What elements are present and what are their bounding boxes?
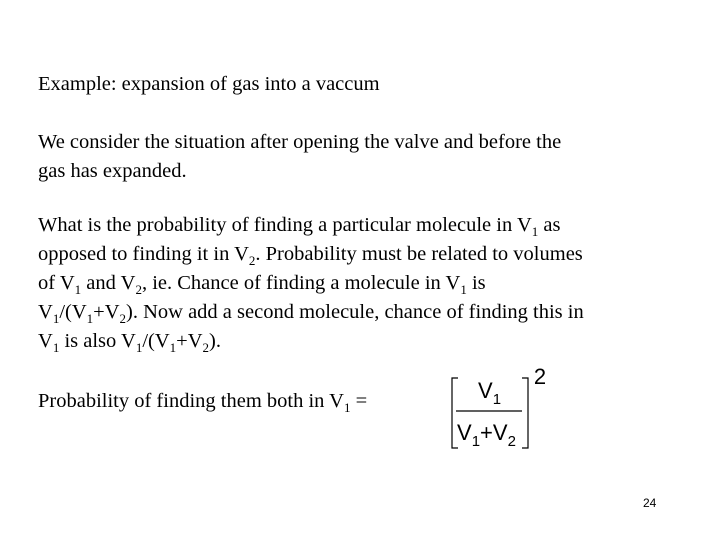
- text-line: We consider the situation after opening the valve and before the: [38, 131, 562, 153]
- text-line: What is the probability of finding a particular molecule in $V_1$ as: [38, 214, 561, 239]
- slide-title: Example: expansion of gas into a vaccum: [38, 73, 380, 95]
- probability-formula: [448, 366, 548, 456]
- probability-statement: Probability of finding them both in $V_1$ =: [38, 390, 368, 415]
- text-line: opposed to finding it in $V_2$. Probability must be related to volumes: [38, 243, 583, 268]
- numerator: $V_1$: [478, 378, 502, 408]
- denominator: $V_1+V_2$: [457, 420, 516, 450]
- right-paren: [522, 378, 528, 448]
- page-number: 24: [643, 496, 657, 510]
- paragraph-probability: [38, 211, 584, 356]
- exponent: 2: [533, 366, 547, 389]
- text-line: $V_1$ is also $V_1/(V_1+V_2)$.: [38, 330, 221, 355]
- text-line: $V_1/(V_1+V_2)$. Now add a second molecule, chance of finding this in: [38, 301, 584, 326]
- paragraph-situation: [38, 128, 561, 186]
- text-line: of $V_1$ and $V_2$, ie. Chance of finding a molecule in $V_1$ is: [38, 272, 486, 297]
- text-line: gas has expanded.: [38, 160, 187, 182]
